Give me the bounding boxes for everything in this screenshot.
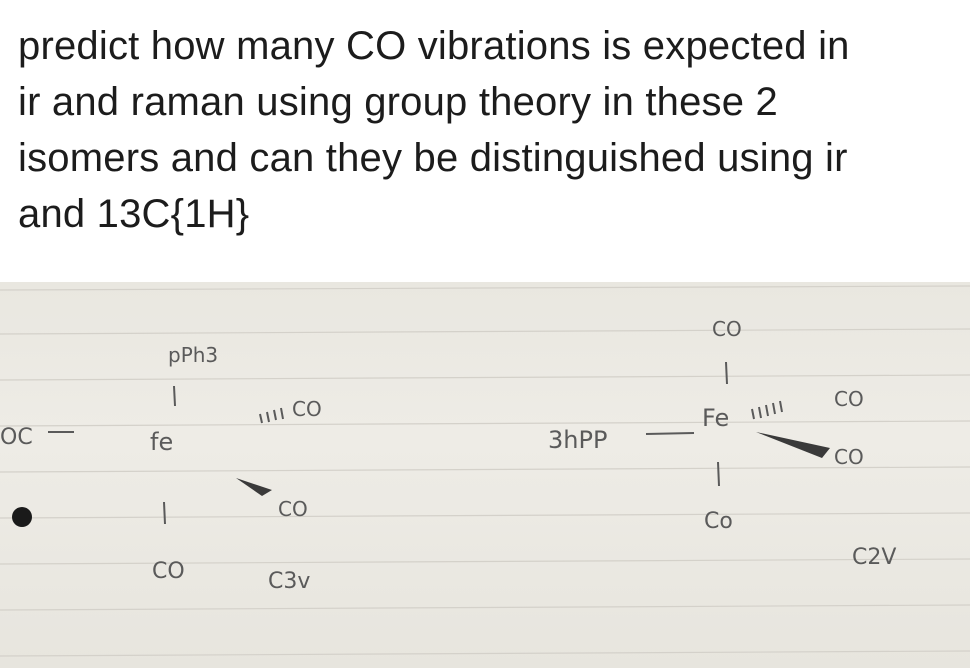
notes-drawing <box>0 282 970 668</box>
isomer1-oc-label: OC <box>0 425 33 450</box>
isomer-2 <box>548 317 896 570</box>
question-line-2: ir and raman using group theory in these 2 <box>18 80 778 124</box>
isomer2-bottom-co-label: Co <box>704 509 733 534</box>
isomer1-hashed-co-label: CO <box>292 397 322 421</box>
isomer2-metal-label: Fe <box>702 404 730 432</box>
isomer1-bottom-co-label: CO <box>152 559 185 584</box>
question-line-3: isomers and can they be distinguished using ir <box>18 136 848 180</box>
isomer1-metal-label: fe <box>150 428 174 456</box>
ruled-lines <box>0 286 970 656</box>
handwritten-notes-photo <box>0 282 970 668</box>
isomer2-top-co-label: CO <box>712 317 742 341</box>
question-line-4: and 13C{1H} <box>18 192 250 236</box>
margin-dot <box>12 507 32 527</box>
isomer2-hashed-co-label: CO <box>834 387 864 411</box>
isomer1-pph3-label: pPh3 <box>168 343 219 367</box>
isomer2-wedge-co-label: CO <box>834 445 864 469</box>
question-line-1: predict how many CO vibrations is expected in <box>18 24 850 68</box>
isomer-1 <box>0 343 322 594</box>
isomer2-pph3-label: 3hPP <box>548 426 608 454</box>
isomer2-point-group-label: C2V <box>852 545 897 570</box>
question-text <box>18 18 958 242</box>
isomer1-point-group-label: C3v <box>268 569 311 594</box>
isomer1-wedge-co-label: CO <box>278 497 308 521</box>
